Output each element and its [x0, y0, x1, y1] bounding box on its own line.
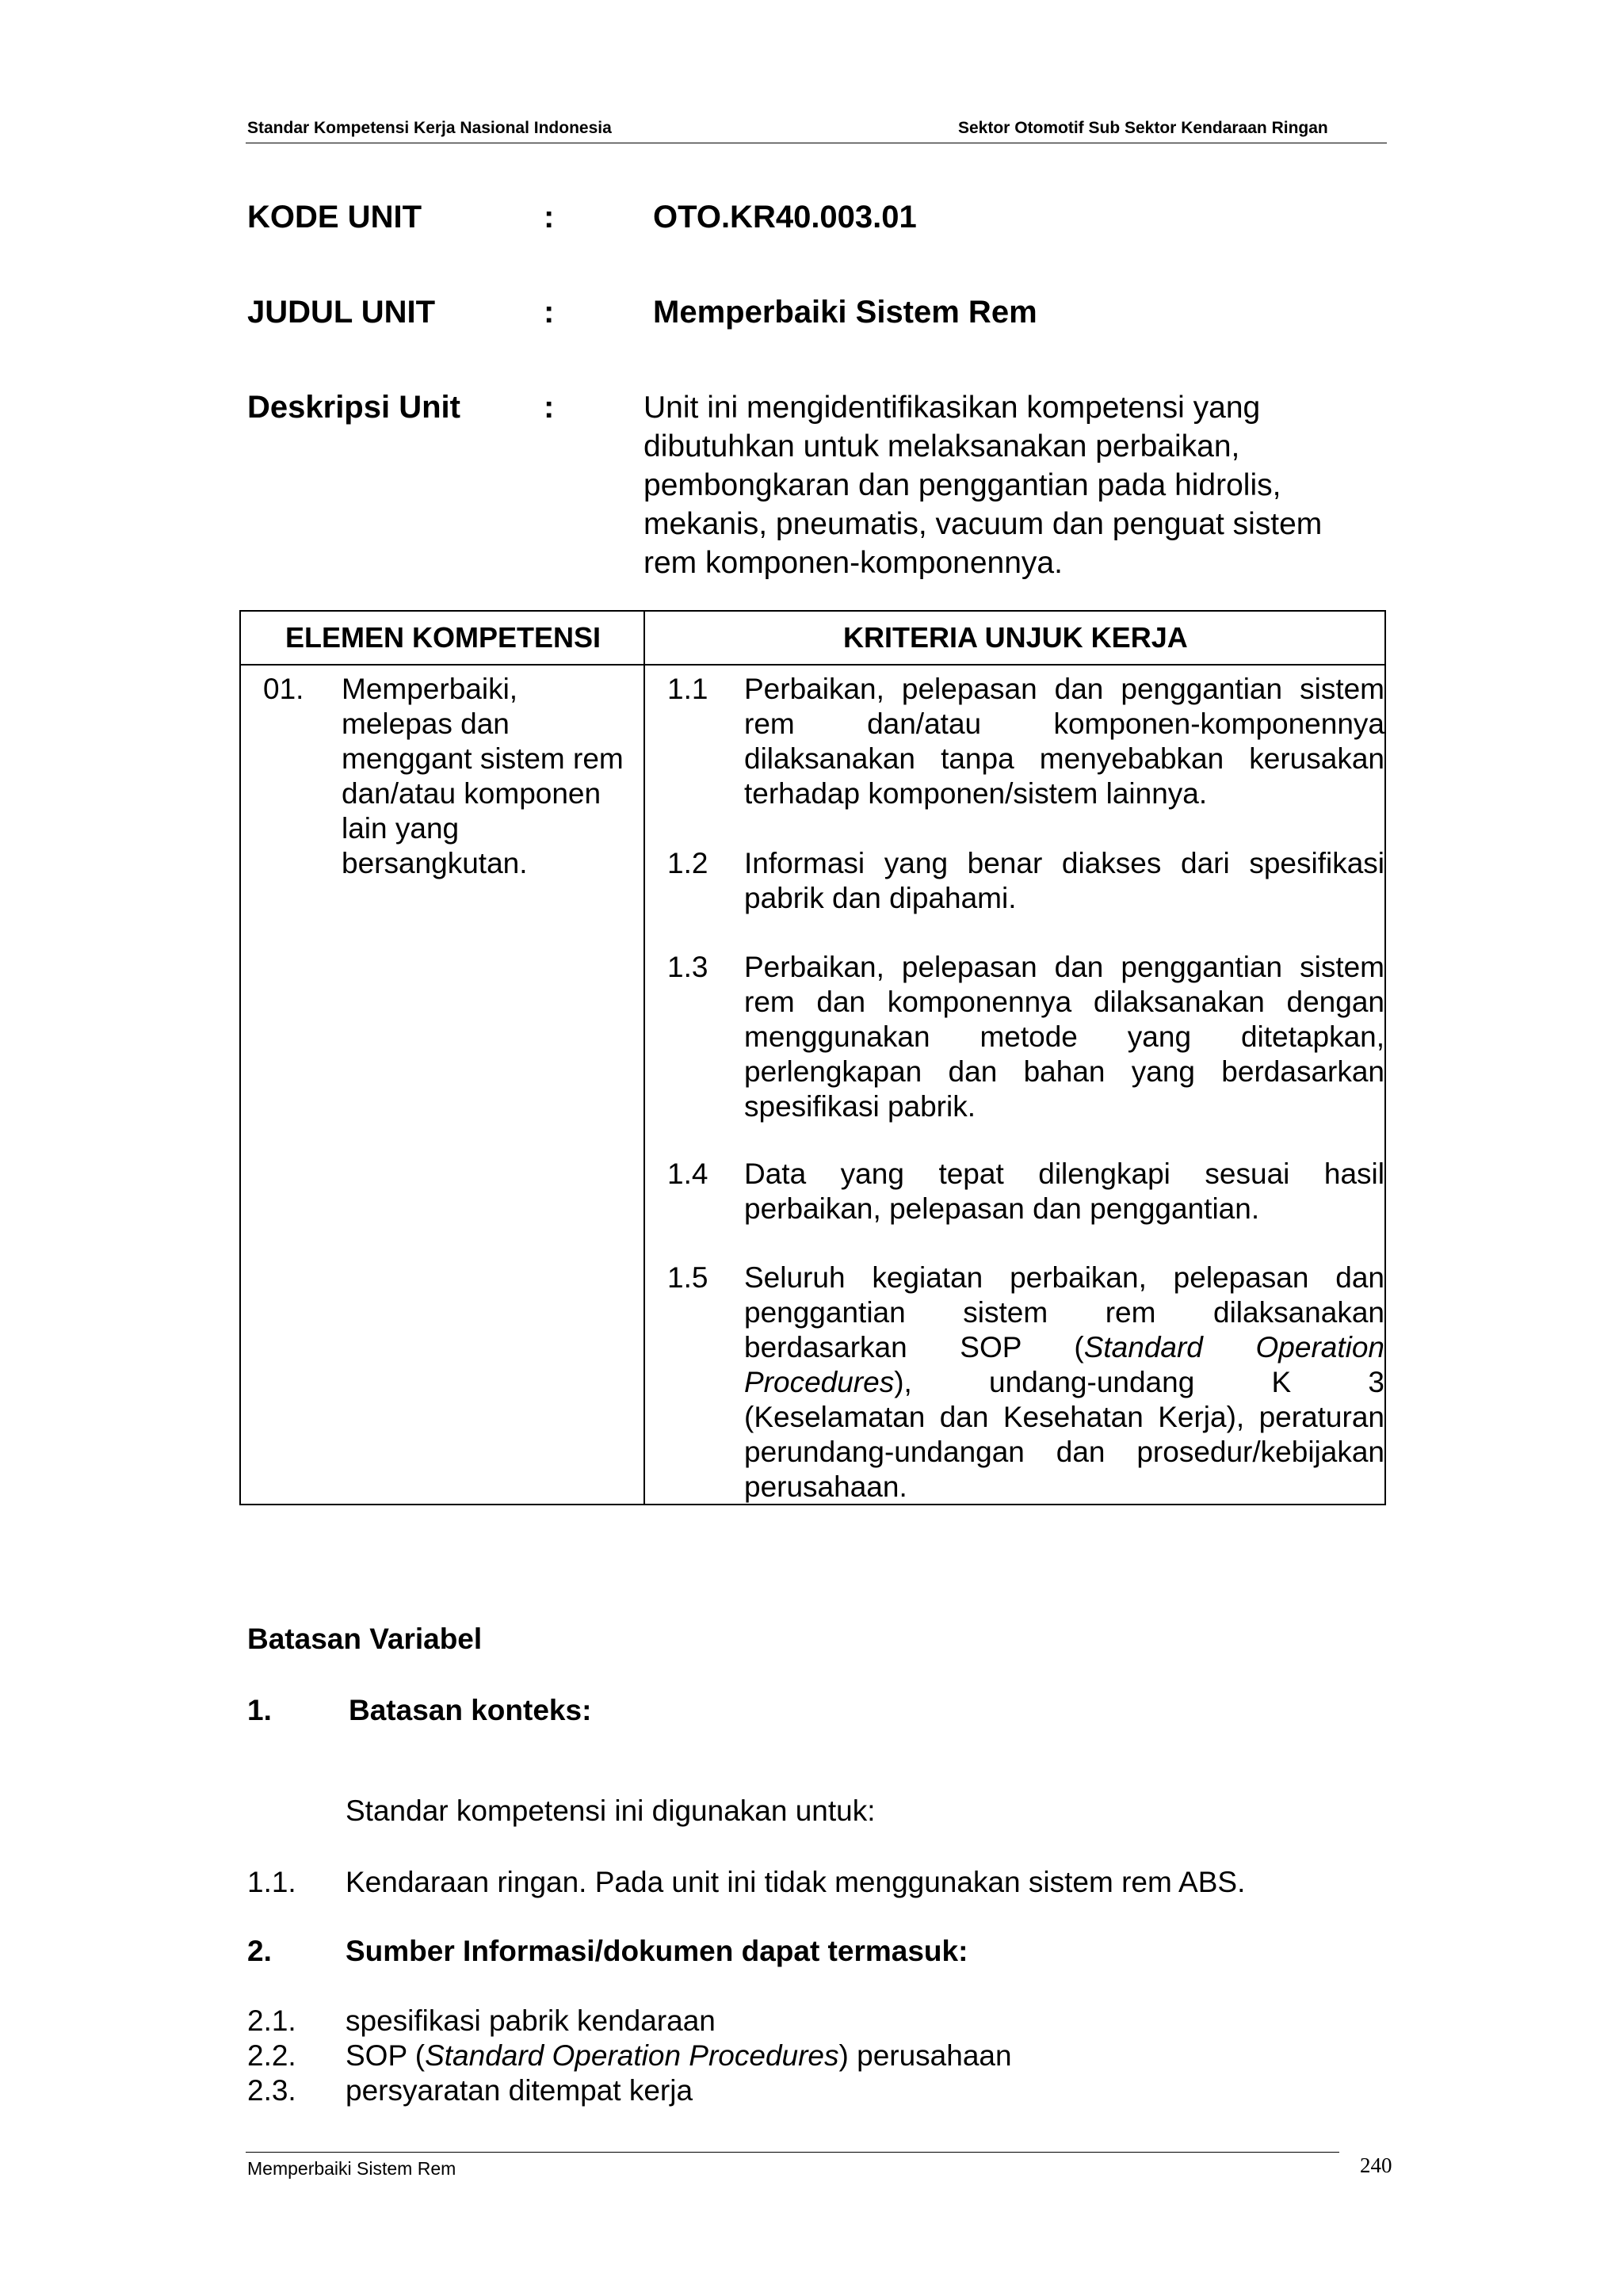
criterion-line: menggunakan metode yang ditetapkan,	[744, 1020, 1384, 1053]
criterion-line: perundang-undangan dan prosedur/kebijakan	[744, 1436, 1384, 1468]
criterion-line: pabrik dan dipahami.	[744, 882, 1017, 914]
criterion-line: perlengkapan dan bahan yang berdasarkan	[744, 1055, 1384, 1088]
criterion-number: 1.1	[667, 673, 708, 705]
column-divider	[643, 612, 645, 1504]
item-2-1-text: spesifikasi pabrik kendaraan	[346, 2004, 716, 2037]
criterion-text	[744, 846, 1384, 916]
section-1-title: Batasan konteks:	[349, 1694, 592, 1726]
criterion-line: Informasi yang benar diakses dari spesifikasi	[744, 847, 1384, 879]
criterion-text	[744, 950, 1384, 1124]
kode-unit-value: OTO.KR40.003.01	[653, 200, 917, 235]
element-line: menggant sistem rem	[342, 742, 624, 775]
deskripsi-colon: :	[544, 390, 555, 425]
footer-title: Memperbaiki Sistem Rem	[247, 2158, 456, 2179]
footer-rule	[246, 2152, 1339, 2153]
italic-term: Procedures	[744, 1366, 895, 1398]
item-2-3-text: persyaratan ditempat kerja	[346, 2074, 693, 2107]
kriteria-unjuk-kerja-header: KRITERIA UNJUK KERJA	[843, 621, 1188, 654]
element-line: bersangkutan.	[342, 847, 528, 879]
criterion-line: Perbaikan, pelepasan dan penggantian sistem	[744, 951, 1384, 983]
criterion-text	[744, 672, 1384, 811]
header-right: Sektor Otomotif Sub Sektor Kendaraan Ringan	[958, 119, 1328, 137]
elemen-kompetensi-header: ELEMEN KOMPETENSI	[285, 621, 601, 654]
kode-unit-colon: :	[544, 200, 555, 235]
deskripsi-label: Deskripsi Unit	[247, 390, 460, 425]
item-2-2-pre: SOP (	[346, 2039, 426, 2072]
deskripsi-line: pembongkaran dan penggantian pada hidrolis,	[643, 468, 1281, 502]
criterion-number: 1.3	[667, 951, 708, 983]
element-line: Memperbaiki,	[342, 673, 518, 705]
section-1-intro: Standar kompetensi ini digunakan untuk:	[346, 1794, 876, 1827]
competency-table	[239, 610, 1386, 1505]
element-text	[342, 672, 624, 881]
header-divider	[241, 664, 1384, 666]
criterion-number: 1.4	[667, 1158, 708, 1190]
deskripsi-line: mekanis, pneumatis, vacuum dan penguat sistem	[643, 507, 1323, 541]
item-1-1-number: 1.1.	[247, 1866, 296, 1898]
page-number: 240	[1360, 2153, 1392, 2177]
judul-unit-value: Memperbaiki Sistem Rem	[653, 295, 1037, 330]
criterion-line: terhadap komponen/sistem lainnya.	[744, 777, 1208, 810]
criterion-number: 1.2	[667, 847, 708, 879]
item-2-2-text	[346, 2039, 1012, 2073]
criterion-line: Perbaikan, pelepasan dan penggantian sistem	[744, 673, 1384, 705]
element-line: dan/atau komponen	[342, 777, 601, 810]
criterion-line: Procedures), undang-undang K 3	[744, 1366, 1384, 1398]
section-2-number: 2.	[247, 1935, 272, 1967]
criterion-line: dilaksanakan tanpa menyebabkan kerusakan	[744, 742, 1384, 775]
criterion-line: perusahaan.	[744, 1470, 907, 1503]
item-2-2-number: 2.2.	[247, 2039, 296, 2072]
item-2-2-italic: Standard Operation Procedures	[425, 2039, 839, 2072]
batasan-variabel-title: Batasan Variabel	[247, 1623, 483, 1655]
header-left: Standar Kompetensi Kerja Nasional Indonesia	[247, 119, 612, 137]
item-2-3-number: 2.3.	[247, 2074, 296, 2107]
item-2-1-number: 2.1.	[247, 2004, 296, 2037]
kode-unit-label: KODE UNIT	[247, 200, 422, 235]
criterion-line: rem dan/atau komponen-komponennya	[744, 707, 1384, 740]
section-2-title: Sumber Informasi/dokumen dapat termasuk:	[346, 1935, 968, 1967]
italic-term: Standard Operation	[1083, 1331, 1384, 1363]
deskripsi-text	[643, 388, 1381, 582]
criterion-text	[744, 1261, 1384, 1505]
element-number: 01.	[263, 673, 304, 705]
criterion-line: penggantian sistem rem dilaksanakan	[744, 1296, 1384, 1329]
criterion-line: berdasarkan SOP (Standard Operation	[744, 1331, 1384, 1363]
criterion-line: Data yang tepat dilengkapi sesuai hasil	[744, 1158, 1384, 1190]
criterion-line: spesifikasi pabrik.	[744, 1090, 976, 1123]
deskripsi-line: dibutuhkan untuk melaksanakan perbaikan,	[643, 429, 1240, 463]
deskripsi-line: Unit ini mengidentifikasikan kompetensi yang	[643, 391, 1261, 425]
criterion-number: 1.5	[667, 1261, 708, 1294]
judul-unit-colon: :	[544, 295, 555, 330]
element-line: lain yang	[342, 812, 460, 845]
criterion-line: Seluruh kegiatan perbaikan, pelepasan dan	[744, 1261, 1384, 1294]
criterion-line: (Keselamatan dan Kesehatan Kerja), peraturan	[744, 1401, 1384, 1433]
item-1-1-text: Kendaraan ringan. Pada unit ini tidak menggunakan sistem rem ABS.	[346, 1866, 1246, 1898]
criterion-line: rem dan komponennya dilaksanakan dengan	[744, 986, 1384, 1018]
item-2-2-post: ) perusahaan	[838, 2039, 1012, 2072]
judul-unit-label: JUDUL UNIT	[247, 295, 436, 330]
deskripsi-line: rem komponen-komponennya.	[643, 546, 1063, 580]
criterion-line: perbaikan, pelepasan dan penggantian.	[744, 1192, 1260, 1225]
criterion-text	[744, 1157, 1384, 1226]
section-1-number: 1.	[247, 1694, 272, 1726]
element-line: melepas dan	[342, 707, 510, 740]
